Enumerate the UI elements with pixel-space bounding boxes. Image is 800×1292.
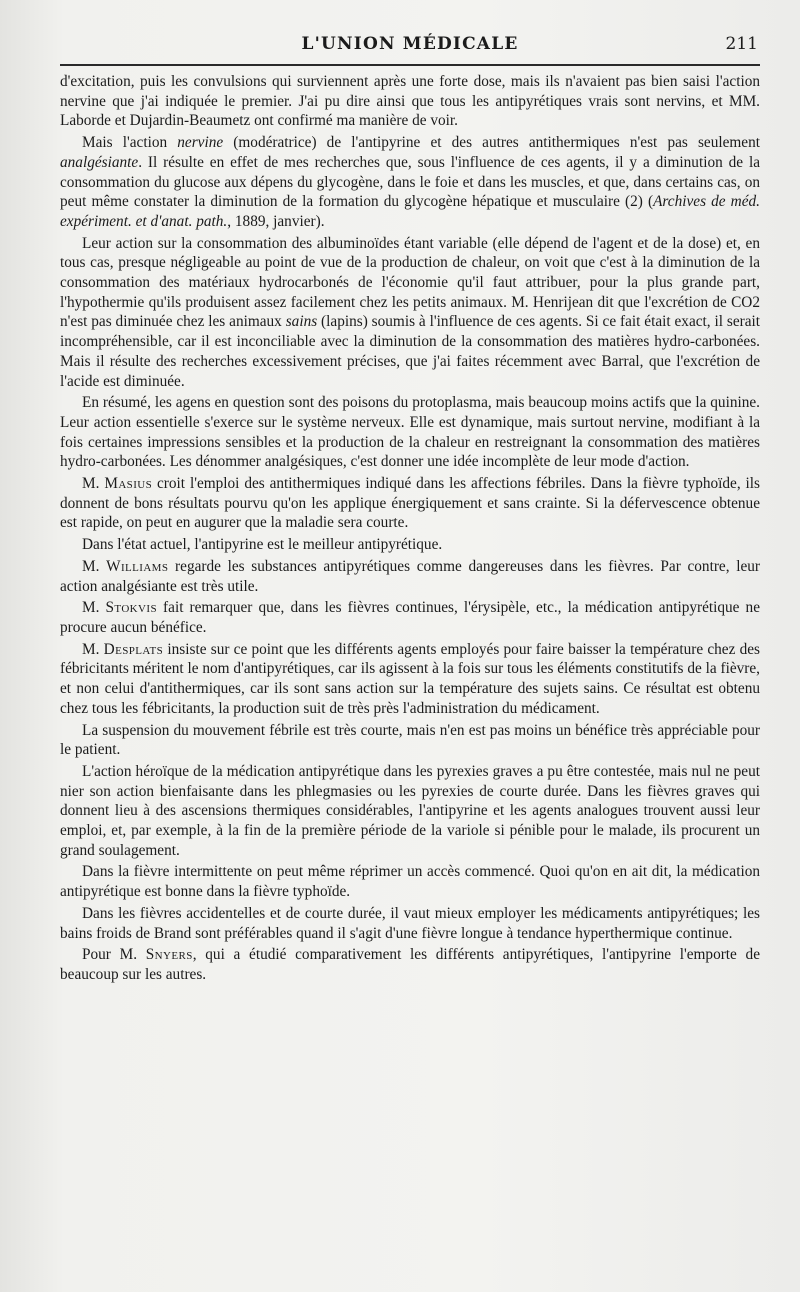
author-name: Williams — [106, 557, 169, 575]
header-rule — [60, 64, 760, 66]
text-segment: Dans la fièvre intermittente on peut même réprimer un accès commencé. Quoi qu'on en ait dit, la médication antipyrétique est bonne dans la fièvre typhoïde. — [60, 863, 760, 901]
text-segment: Mais l'action — [82, 134, 178, 152]
paragraph-p3 — [60, 234, 760, 392]
author-name: Desplats — [103, 640, 164, 658]
text-segment: d'excitation, puis les convulsions qui surviennent après une forte dose, mais ils n'avaient pas bien saisi l'action nervine que j'ai indiquée le premier. J'ai pu dire ainsi que tous les antipyrétiques vrais sont nervins, et MM. Laborde et Dujardin-Beaumetz ont confirmé ma manière de voir. — [60, 73, 760, 130]
text-segment: insiste sur ce point que les différents agents employés pour faire baisser la température chez des fébricitants méritent le nom d'antipyrétiques, car ils agissent à la fois sur tous les éléments constitutifs de la fièvre, et non celui d'antithermiques, car ils sont sans action sur la température des sujets sains. Ce résultat est obtenu chez tous les fébricitants, la production suit de très près l'administration du médicament. — [60, 640, 761, 717]
italic-text: Archives de méd. expériment. et d'anat. path. — [60, 193, 760, 230]
paragraph-p2 — [60, 133, 760, 232]
paragraph-p13 — [60, 904, 760, 943]
article-body — [60, 72, 760, 987]
author-name: Stokvis — [105, 599, 157, 617]
text-segment: . Il résulte en effet de mes recherches que, sous l'influence de ces agents, il y a diminution de la consommation du glucose aux dépens du glycogène, dans le foie et dans les muscles, et que, dans certains cas, on peut même constater la diminution de la formation du glycogène hépatique et musculaire (2) ( — [60, 153, 760, 211]
text-segment: M. — [82, 640, 104, 658]
paragraph-p11 — [60, 762, 760, 861]
text-segment: Dans les fièvres accidentelles et de courte durée, il vaut mieux employer les médicaments antipyrétiques; les bains froids de Brand sont préférables quand il s'agit d'une fièvre longue à tendance hyperthermique continue. — [60, 904, 760, 942]
text-segment: Dans l'état actuel, l'antipyrine est le meilleur antipyrétique. — [82, 536, 443, 554]
text-segment: fait remarquer que, dans les fièvres continues, l'érysipèle, etc., la médication antipyrétique ne procure aucun bénéfice. — [60, 599, 760, 636]
italic-text: nervine — [177, 134, 224, 152]
text-segment: croit l'emploi des antithermiques indiqué dans les affections fébriles. Dans la fièvre typhoïde, ils donnent de bons résultats pourvu qu'on les applique énergiquement et sans crainte. Si la défervescence obtenue est rapide, on peut en augurer que la maladie sera courte. — [60, 475, 761, 532]
paragraph-p14 — [60, 945, 760, 984]
text-segment: En résumé, les agens en question sont des poisons du protoplasma, mais beaucoup moins actifs que la quinine. Leur action essentielle s'exerce sur le système nerveux. Elle est dynamique, mais surtout nervine, modifiant à la fois certaines impressions sensibles et la production de la chaleur en restreignant la consommation des matières hydro-carbonées. Les dénommer analgésiques, c'est donner une idée incomplète de leur mode d'action. — [60, 394, 760, 471]
italic-text: analgésiante — [60, 153, 139, 171]
text-segment: L'action héroïque de la médication antipyrétique dans les pyrexies graves a pu être contestée, mais nul ne peut nier son action bienfaisante dans les phlegmasies ou les pyrexies de courte durée. Dans les fièvres graves qui donnent lieu à des ascensions thermiques considérables, l'antipyrine et les agents analogues trouvent aussi leur emploi, et, par exemple, à la fin de la première période de la variole si pénible pour le malade, ils procurent un grand soulagement. — [60, 762, 760, 859]
text-segment: , 1889, janvier). — [227, 212, 325, 230]
text-segment: , qui a étudié comparativement les différents antipyrétiques, l'antipyrine l'emporte de beaucoup sur les autres. — [60, 946, 760, 983]
paragraph-p9 — [60, 640, 760, 719]
paragraph-p10 — [60, 721, 760, 760]
author-name: Masius — [104, 475, 153, 493]
page-number: 211 — [725, 34, 758, 54]
running-title: L'UNION MÉDICALE — [301, 34, 519, 54]
text-segment: Leur action sur la consommation des albuminoïdes étant variable (elle dépend de l'agent et de la dose) et, en tous cas, presque négligeable au point de vue de la production de chaleur, on voit que c'est à la diminution de la consommation des matériaux hydrocarbonés de l'économie qu'il faut attribuer, pour la plus grande part, l'hypothermie qu'ils produisent assez facilement chez les petits animaux. M. Henrijean dit que l'excrétion de CO2 n'est pas diminuée chez les animaux — [60, 234, 760, 331]
paragraph-p8 — [60, 598, 760, 637]
text-segment: (lapins) soumis à l'influence de ces agents. Si ce fait était exact, il serait incompréhensible, car il est inconciliable avec la diminution de la consommation des matières hydro-carbonées. Mais il résulte des recherches excessivement précises, que j'ai faites récemment avec Barral, que l'excrétion de l'acide est diminuée. — [60, 313, 760, 390]
text-segment: regarde les substances antipyrétiques comme dangereuses dans les fièvres. Par contre, leur action analgésiante est très utile. — [60, 557, 760, 595]
paragraph-p6 — [60, 535, 760, 555]
text-segment: M. — [82, 475, 105, 493]
page-header — [60, 28, 760, 62]
text-segment: M. — [82, 557, 107, 575]
paragraph-p5 — [60, 474, 760, 533]
text-segment: (modératrice) de l'antipyrine et des autres antithermiques n'est pas seulement — [223, 134, 760, 152]
text-segment: Pour M. — [82, 946, 146, 964]
paragraph-p12 — [60, 862, 760, 901]
text-segment: M. — [82, 599, 106, 617]
paragraph-p4 — [60, 393, 760, 472]
text-segment: La suspension du mouvement fébrile est très courte, mais n'en est pas moins un bénéfice très appréciable pour le patient. — [60, 721, 760, 759]
italic-text: sains — [285, 313, 318, 331]
paragraph-p1 — [60, 72, 760, 131]
paragraph-p7 — [60, 557, 760, 596]
author-name: Snyers — [145, 946, 193, 964]
